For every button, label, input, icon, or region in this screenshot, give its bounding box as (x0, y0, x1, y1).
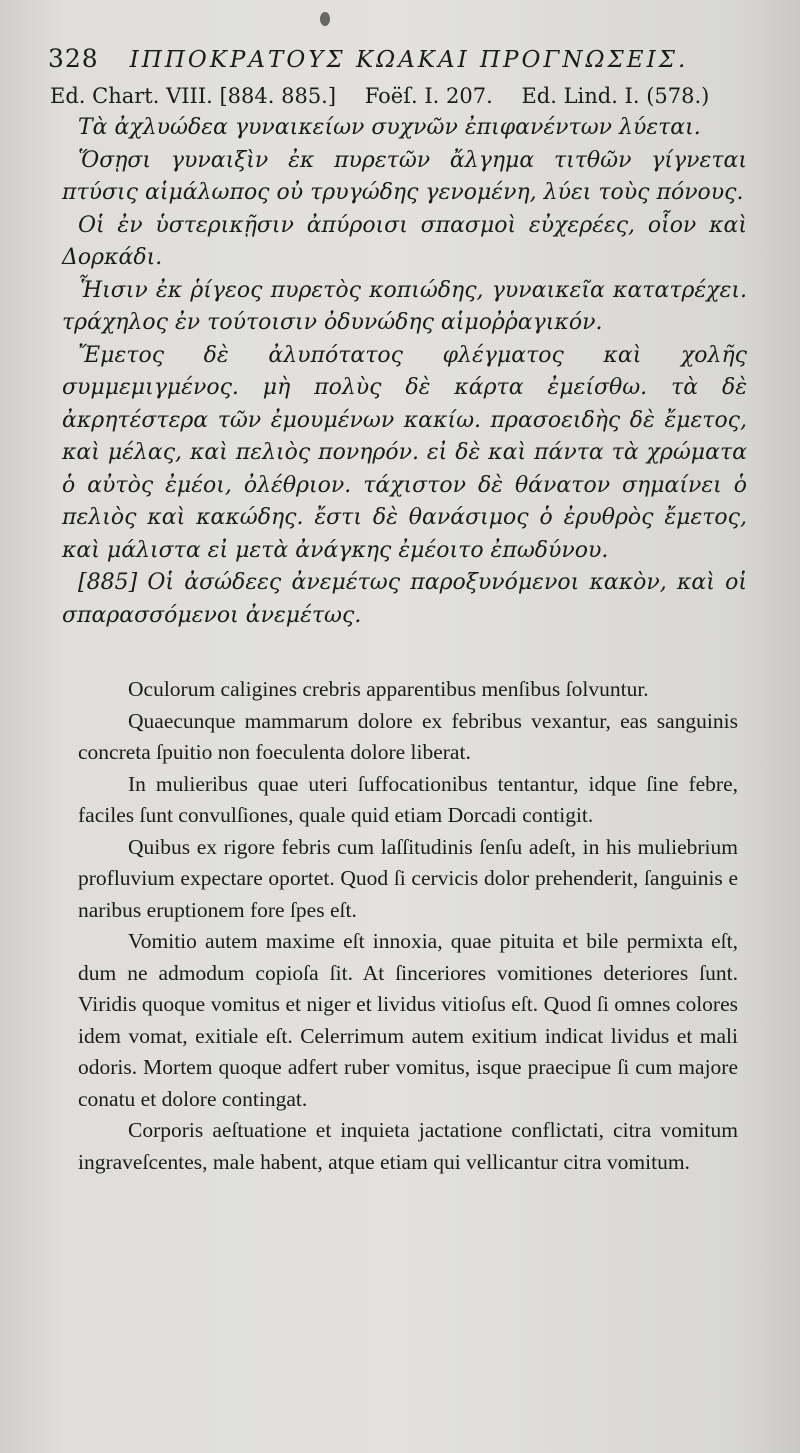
page-header (48, 44, 768, 73)
greek-paragraph: Τὰ ἀχλυώδεα γυναικείων συχνῶν ἐπιφανέντων λύεται. (78, 115, 701, 140)
latin-paragraph: Corporis aeſtuatione et inquieta jactatione conflictati, citra vomitum ingraveſcentes, male habent, atque etiam qui vellicantur citra vomitum. (78, 1118, 738, 1174)
latin-paragraph: In mulieribus quae uteri ſuffocationibus tentantur, idque ſine febre, faciles ſunt convulſiones, quale quid etiam Dorcadi contigit. (78, 771, 738, 827)
latin-paragraph: Vomitio autem maxime eſt innoxia, quae pituita et bile permixta eſt, dum ne admodum copioſa ſit. At ſinceriores vomitiones deteriores ſunt. Viridis quoque vomitus et niger et lividus vitioſus eſt. Quod ſi omnes colores idem vomat, exitiale eſt. Celerrimum autem exitium indicat lividus et mali odoris. Mortem quoque adfert ruber vomitus, isque praecipue ſi cum majore conatu et dolore contingat. (78, 929, 738, 1111)
greek-paragraph: Ἧισιν ἐκ ῥίγεος πυρετὸς κοπιώδης, γυναικεῖα κατατρέχει. τράχηλος ἐν τούτοισιν ὀδυνώδης αἱμοῤῥαγικόν. (62, 277, 747, 335)
latin-paragraph: Quaecunque mammarum dolore ex febribus vexantur, eas sanguinis concreta ſpuitio non foeculenta dolore liberat. (78, 708, 738, 764)
latin-paragraph: Oculorum caligines crebris apparentibus menſibus ſolvuntur. (128, 677, 649, 701)
latin-paragraph: Quibus ex rigore febris cum laſſitudinis ſenſu adeſt, in his muliebrium profluvium expectare oportet. Quod ſi cervicis dolor prehenderit, ſanguinis e naribus eruptionem fore ſpes eſt. (78, 834, 738, 922)
chartier-reference: Ed. Chart. VIII. [884. 885.] (50, 84, 337, 108)
greek-paragraph: Ἔμετος δὲ ἀλυπότατος φλέγματος καὶ χολῆς συμμεμιγμένος. μὴ πολὺς δὲ κάρτα ἐμείσθω. τὰ δὲ ἀκρητέστερα τῶν ἐμουμένων κακίω. πρασοειδὴς δὲ ἔμετος, καὶ μέλας, καὶ πελιὸς πονηρόν. εἰ δὲ καὶ πάντα τὰ χρώματα ὁ αὐτὸς ἐμέοι, ὀλέθριον. τάχιστον δὲ θάνατον σημαίνει ὁ πελιὸς καὶ κακώδης. ἔστι δὲ θανάσιμος ὁ ἐρυθρὸς ἔμετος, καὶ μάλιστα εἰ μετὰ ἀνάγκης ἐμέοιτο ἐπωδύνου. (62, 342, 747, 563)
foes-reference: Foëſ. I. 207. (364, 84, 493, 108)
linden-reference: Ed. Lind. I. (578.) (521, 84, 710, 108)
ink-smudge (320, 12, 330, 26)
running-head: ΙΠΠΟΚΡΑΤΟΥΣ ΚΩΑΚΑΙ ΠΡΟΓΝΩΣΕΙΣ. (129, 47, 689, 73)
greek-paragraph: Ὅσῃσι γυναιξὶν ἐκ πυρετῶν ἄλγημα τιτθῶν γίγνεται πτύσις αἱμάλωπος οὐ τρυγώδης γενομένη, λύει τοὺς πόνους. (62, 147, 747, 205)
greek-text (62, 112, 747, 632)
greek-paragraph: Οἱ ἐν ὑστερικῇσιν ἀπύροισι σπασμοὶ εὐχερέες, οἷον καὶ Δορκάδι. (62, 212, 747, 270)
greek-paragraph: [885] Οἱ ἀσώδεες ἀνεμέτως παροξυνόμενοι κακὸν, καὶ οἱ σπαρασσόμενοι ἀνεμέτως. (62, 570, 747, 628)
latin-translation (78, 674, 738, 1178)
page-number: 328 (48, 44, 99, 73)
edition-references (50, 84, 780, 108)
